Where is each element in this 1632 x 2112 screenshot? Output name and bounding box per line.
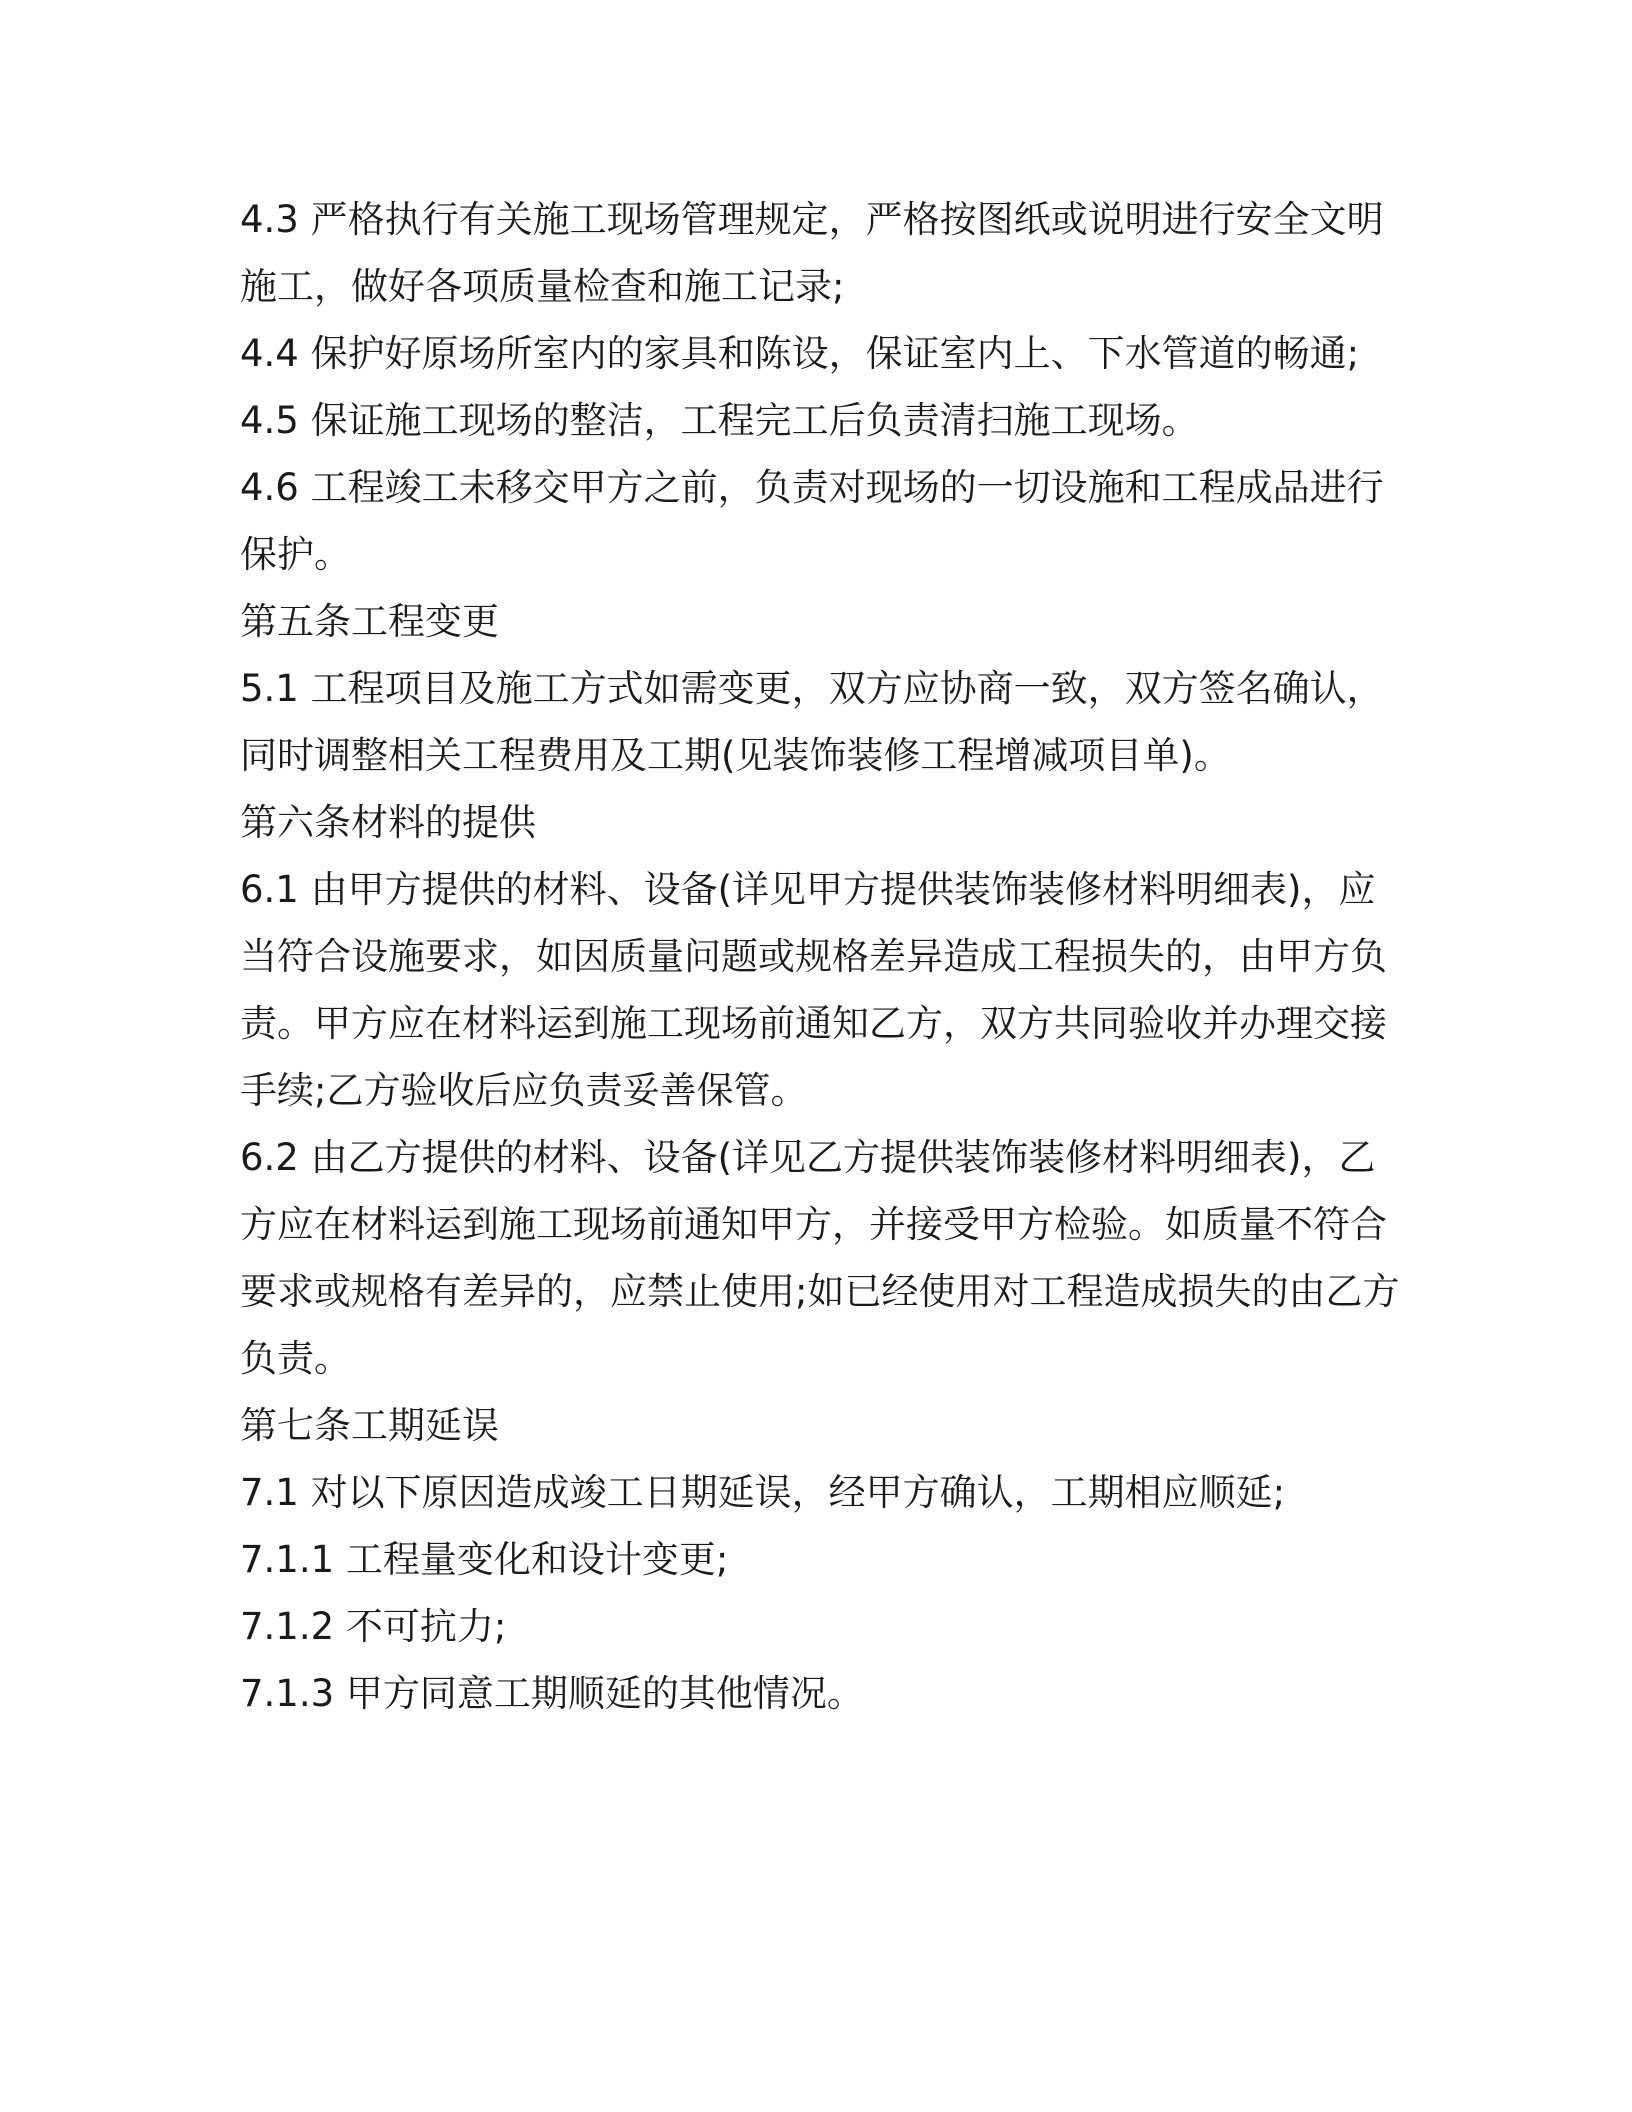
clause-7-1-2: 7.1.2 不可抗力; [240,1605,507,1648]
clause-4-5: 4.5 保证施工现场的整洁，工程完工后负责清扫施工现场。 [240,399,1199,442]
clause-7-1: 7.1 对以下原因造成竣工日期延误，经甲方确认，工期相应顺延; [240,1471,1286,1514]
clause-6-2: 6.2 由乙方提供的材料、设备(详见乙方提供装饰装修材料明细表)，乙方应在材料运到施工现场前通知甲方，并接受甲方检验。如质量不符合要求或规格有差异的，应禁止使用;如已经使用对工程造成损失的由乙方负责。 [240,1136,1400,1380]
clause-4-4: 4.4 保护好原场所室内的家具和陈设，保证室内上、下水管道的畅通; [240,332,1360,375]
clause-4-3: 4.3 严格执行有关施工现场管理规定，严格按图纸或说明进行安全文明施工，做好各项质量检查和施工记录; [240,198,1384,308]
section-heading-5: 第五条工程变更 [240,600,499,643]
clause-4-6: 4.6 工程竣工未移交甲方之前，负责对现场的一切设施和工程成品进行保护。 [240,466,1384,576]
document-body [240,186,1400,1727]
clause-7-1-3: 7.1.3 甲方同意工期顺延的其他情况。 [240,1672,864,1715]
section-heading-7: 第七条工期延误 [240,1404,499,1447]
clause-6-1: 6.1 由甲方提供的材料、设备(详见甲方提供装饰装修材料明细表)，应当符合设施要求，如因质量问题或规格差异造成工程损失的，由甲方负责。甲方应在材料运到施工现场前通知乙方，双方共同验收并办理交接手续;乙方验收后应负责妥善保管。 [240,868,1387,1112]
clause-5-1: 5.1 工程项目及施工方式如需变更，双方应协商一致，双方签名确认，同时调整相关工程费用及工期(见装饰装修工程增减项目单)。 [240,667,1384,777]
section-heading-6: 第六条材料的提供 [240,801,536,844]
clause-7-1-1: 7.1.1 工程量变化和设计变更; [240,1538,729,1581]
